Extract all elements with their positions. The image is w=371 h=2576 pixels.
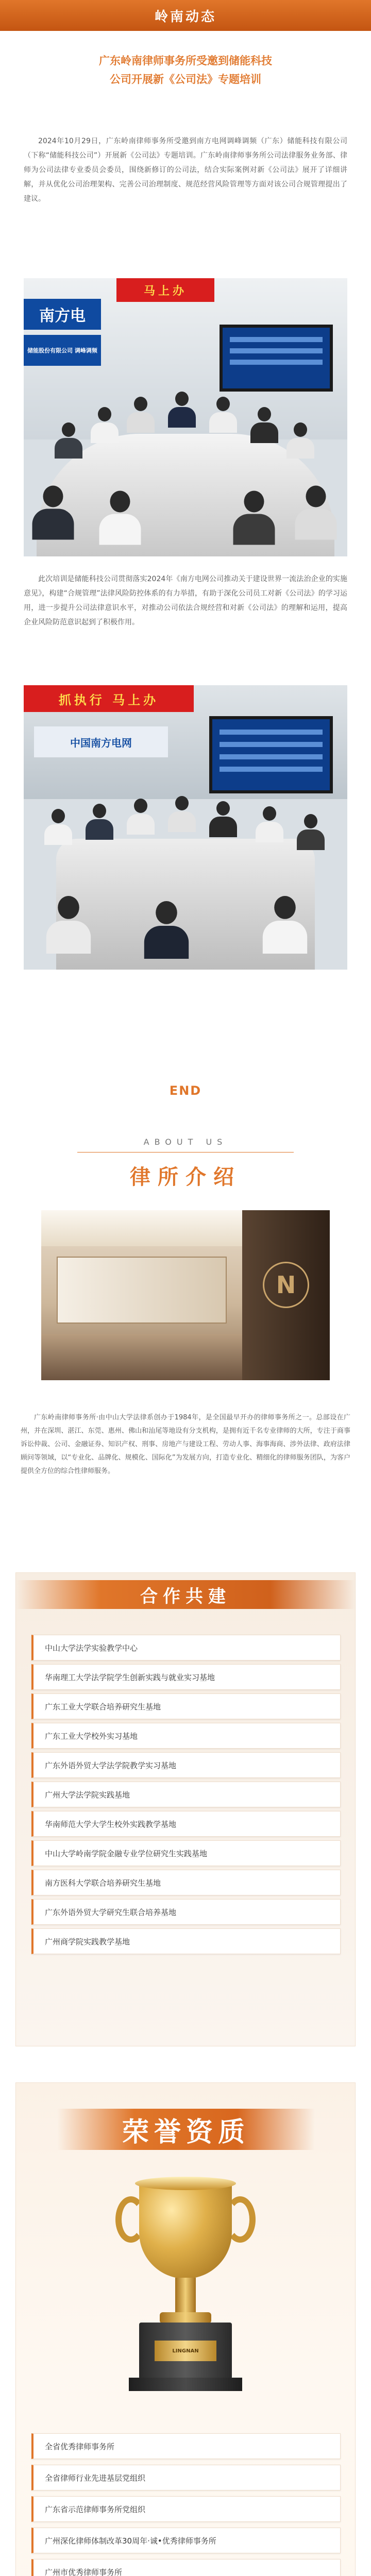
trophy-icon — [119, 2165, 252, 2413]
about-en-title: ABOUT US — [143, 1137, 228, 1147]
list-item: 广东省示范律师事务所党组织 — [31, 2496, 341, 2522]
news-section-2 — [0, 572, 371, 685]
list-item: 广州市优秀律师事务所 — [31, 2559, 341, 2576]
news-title-line-2: 公司开展新《公司法》专题培训 — [110, 73, 261, 86]
cooperation-section — [15, 1572, 356, 2046]
attendee — [168, 796, 196, 832]
attendee — [256, 806, 283, 842]
list-item: 华南理工大学法学院学生创新实践与就业实习基地 — [31, 1664, 341, 1690]
news-section — [0, 31, 371, 278]
presentation-screen — [209, 716, 333, 793]
list-item: 中山大学法学实验教学中心 — [31, 1635, 341, 1660]
attendee — [263, 896, 307, 954]
attendee — [144, 901, 189, 959]
attendee — [99, 491, 141, 545]
list-item: 广州大学法学院实践基地 — [31, 1782, 341, 1807]
list-item: 全省优秀律师事务所 — [31, 2433, 341, 2459]
attendee — [286, 422, 314, 459]
firm-logo-icon: N — [263, 1262, 309, 1308]
honor-section — [15, 2082, 356, 2576]
list-item: 中山大学岭南学院金融专业学位研究生实践基地 — [31, 1840, 341, 1866]
news-section-3 — [0, 970, 371, 1052]
section-header-title: 岭南动态 — [154, 9, 216, 25]
attendee — [86, 804, 113, 840]
honor-banner — [57, 2109, 315, 2150]
photo-banner: 抓执行 马上办 — [24, 685, 194, 712]
attendee — [91, 407, 119, 443]
attendee — [44, 809, 72, 845]
news-photo-2 — [24, 685, 347, 970]
photo-wall-text: 储能股份有限公司 调峰调频 — [24, 335, 101, 366]
list-item: 广州商学院实践教学基地 — [31, 1928, 341, 1954]
photo-banner: 马上办 — [116, 278, 214, 302]
attendee — [168, 392, 196, 428]
photo-sign: 中国南方电网 — [34, 726, 168, 757]
attendee — [295, 486, 337, 540]
attendee — [127, 397, 155, 433]
presentation-screen — [220, 325, 333, 392]
about-section — [0, 1129, 371, 1572]
divider — [77, 1152, 294, 1153]
news-title — [24, 31, 347, 134]
attendee — [297, 814, 325, 850]
attendee — [209, 801, 237, 837]
attendee — [32, 486, 74, 540]
cooperation-banner — [16, 1580, 355, 1609]
cooperation-list — [31, 1635, 341, 1958]
news-photo-1 — [24, 278, 347, 556]
honor-title: 荣誉资质 — [122, 2116, 250, 2148]
attendee — [127, 799, 155, 835]
list-item: 广东工业大学联合培养研究生基地 — [31, 1693, 341, 1719]
cooperation-title: 合作共建 — [140, 1586, 231, 1607]
end-marker: END — [169, 1083, 202, 1098]
attendee — [209, 397, 237, 433]
attendee — [233, 491, 275, 545]
honor-list — [31, 2433, 341, 2576]
list-item: 全省律师行业先进基层党组织 — [31, 2465, 341, 2490]
news-paragraph-1: 2024年10月29日，广东岭南律师事务所受邀到南方电网调峰调频（广东）储能科技有限公司（下称“储能科技公司”）开展新《公司法》专题培训。广东岭南律师事务所公司法律服务业务部、律师为公司法律专业委员会委员，围绕新修订的公司法，结合实际案例对新《公司法》展开了详细讲解，并从优化公司治理架构、完善公司治理制度、规范经营风险管理等方面对该公司合规管理提出了建议。 — [24, 137, 347, 203]
list-item: 南方医科大学联合培养研究生基地 — [31, 1870, 341, 1895]
section-header — [0, 0, 371, 31]
news-paragraph-3 — [24, 970, 347, 1052]
about-text: 广东岭南律师事务所·由中山大学法律系创办于1984年，是全国最早开办的律师事务所之一。总部设在广州，并在深圳、湛江、东莞、惠州、佛山和汕尾等地设有分支机构，是拥有近千名专业律师的大所，专注于商事诉讼仲裁、公司、金融证券、知识产权、刑事、房地产与建设工程、劳动人事、海事海商、涉外法律、政府法律顾问等领域，以“专业化、品牌化、规模化、国际化”为发展方向，打造专业化、精细化的律师服务团队，为客户提供全方位的综合性律师服务。 — [21, 1414, 350, 1475]
list-item: 广东外语外贸大学研究生联合培养基地 — [31, 1899, 341, 1925]
news-title-line-1: 广东岭南律师事务所受邀到储能科技 — [99, 55, 272, 67]
attendee — [250, 407, 278, 443]
trophy-plate: LINGNAN — [155, 2341, 216, 2361]
attendee — [46, 896, 91, 954]
list-item: 广州深化律师体制改革30周年·诚•优秀律师事务所 — [31, 2528, 341, 2553]
list-item: 华南师范大学大学生校外实践教学基地 — [31, 1811, 341, 1837]
list-item: 广东工业大学校外实习基地 — [31, 1723, 341, 1749]
news-paragraph-2: 此次培训是储能科技公司贯彻落实2024年《南方电网公司推动关于建设世界一流法治企业的实施意见》，构建“合规管理”法律风险防控体系的有力举措，有助于深化公司员工对新《公司法》的学习运用，进一步提升公司法律意识水平，对推动公司依法合规经营和对新《公司法》的理解和运用，提高企业风险防范意识起到了积极作用。 — [24, 575, 347, 626]
about-title: 律所介绍 — [130, 1165, 241, 1189]
photo-sign: 南方电 — [24, 299, 101, 330]
list-item: 广东外语外贸大学法学院教学实习基地 — [31, 1752, 341, 1778]
attendee — [55, 422, 82, 459]
office-photo — [41, 1210, 330, 1380]
